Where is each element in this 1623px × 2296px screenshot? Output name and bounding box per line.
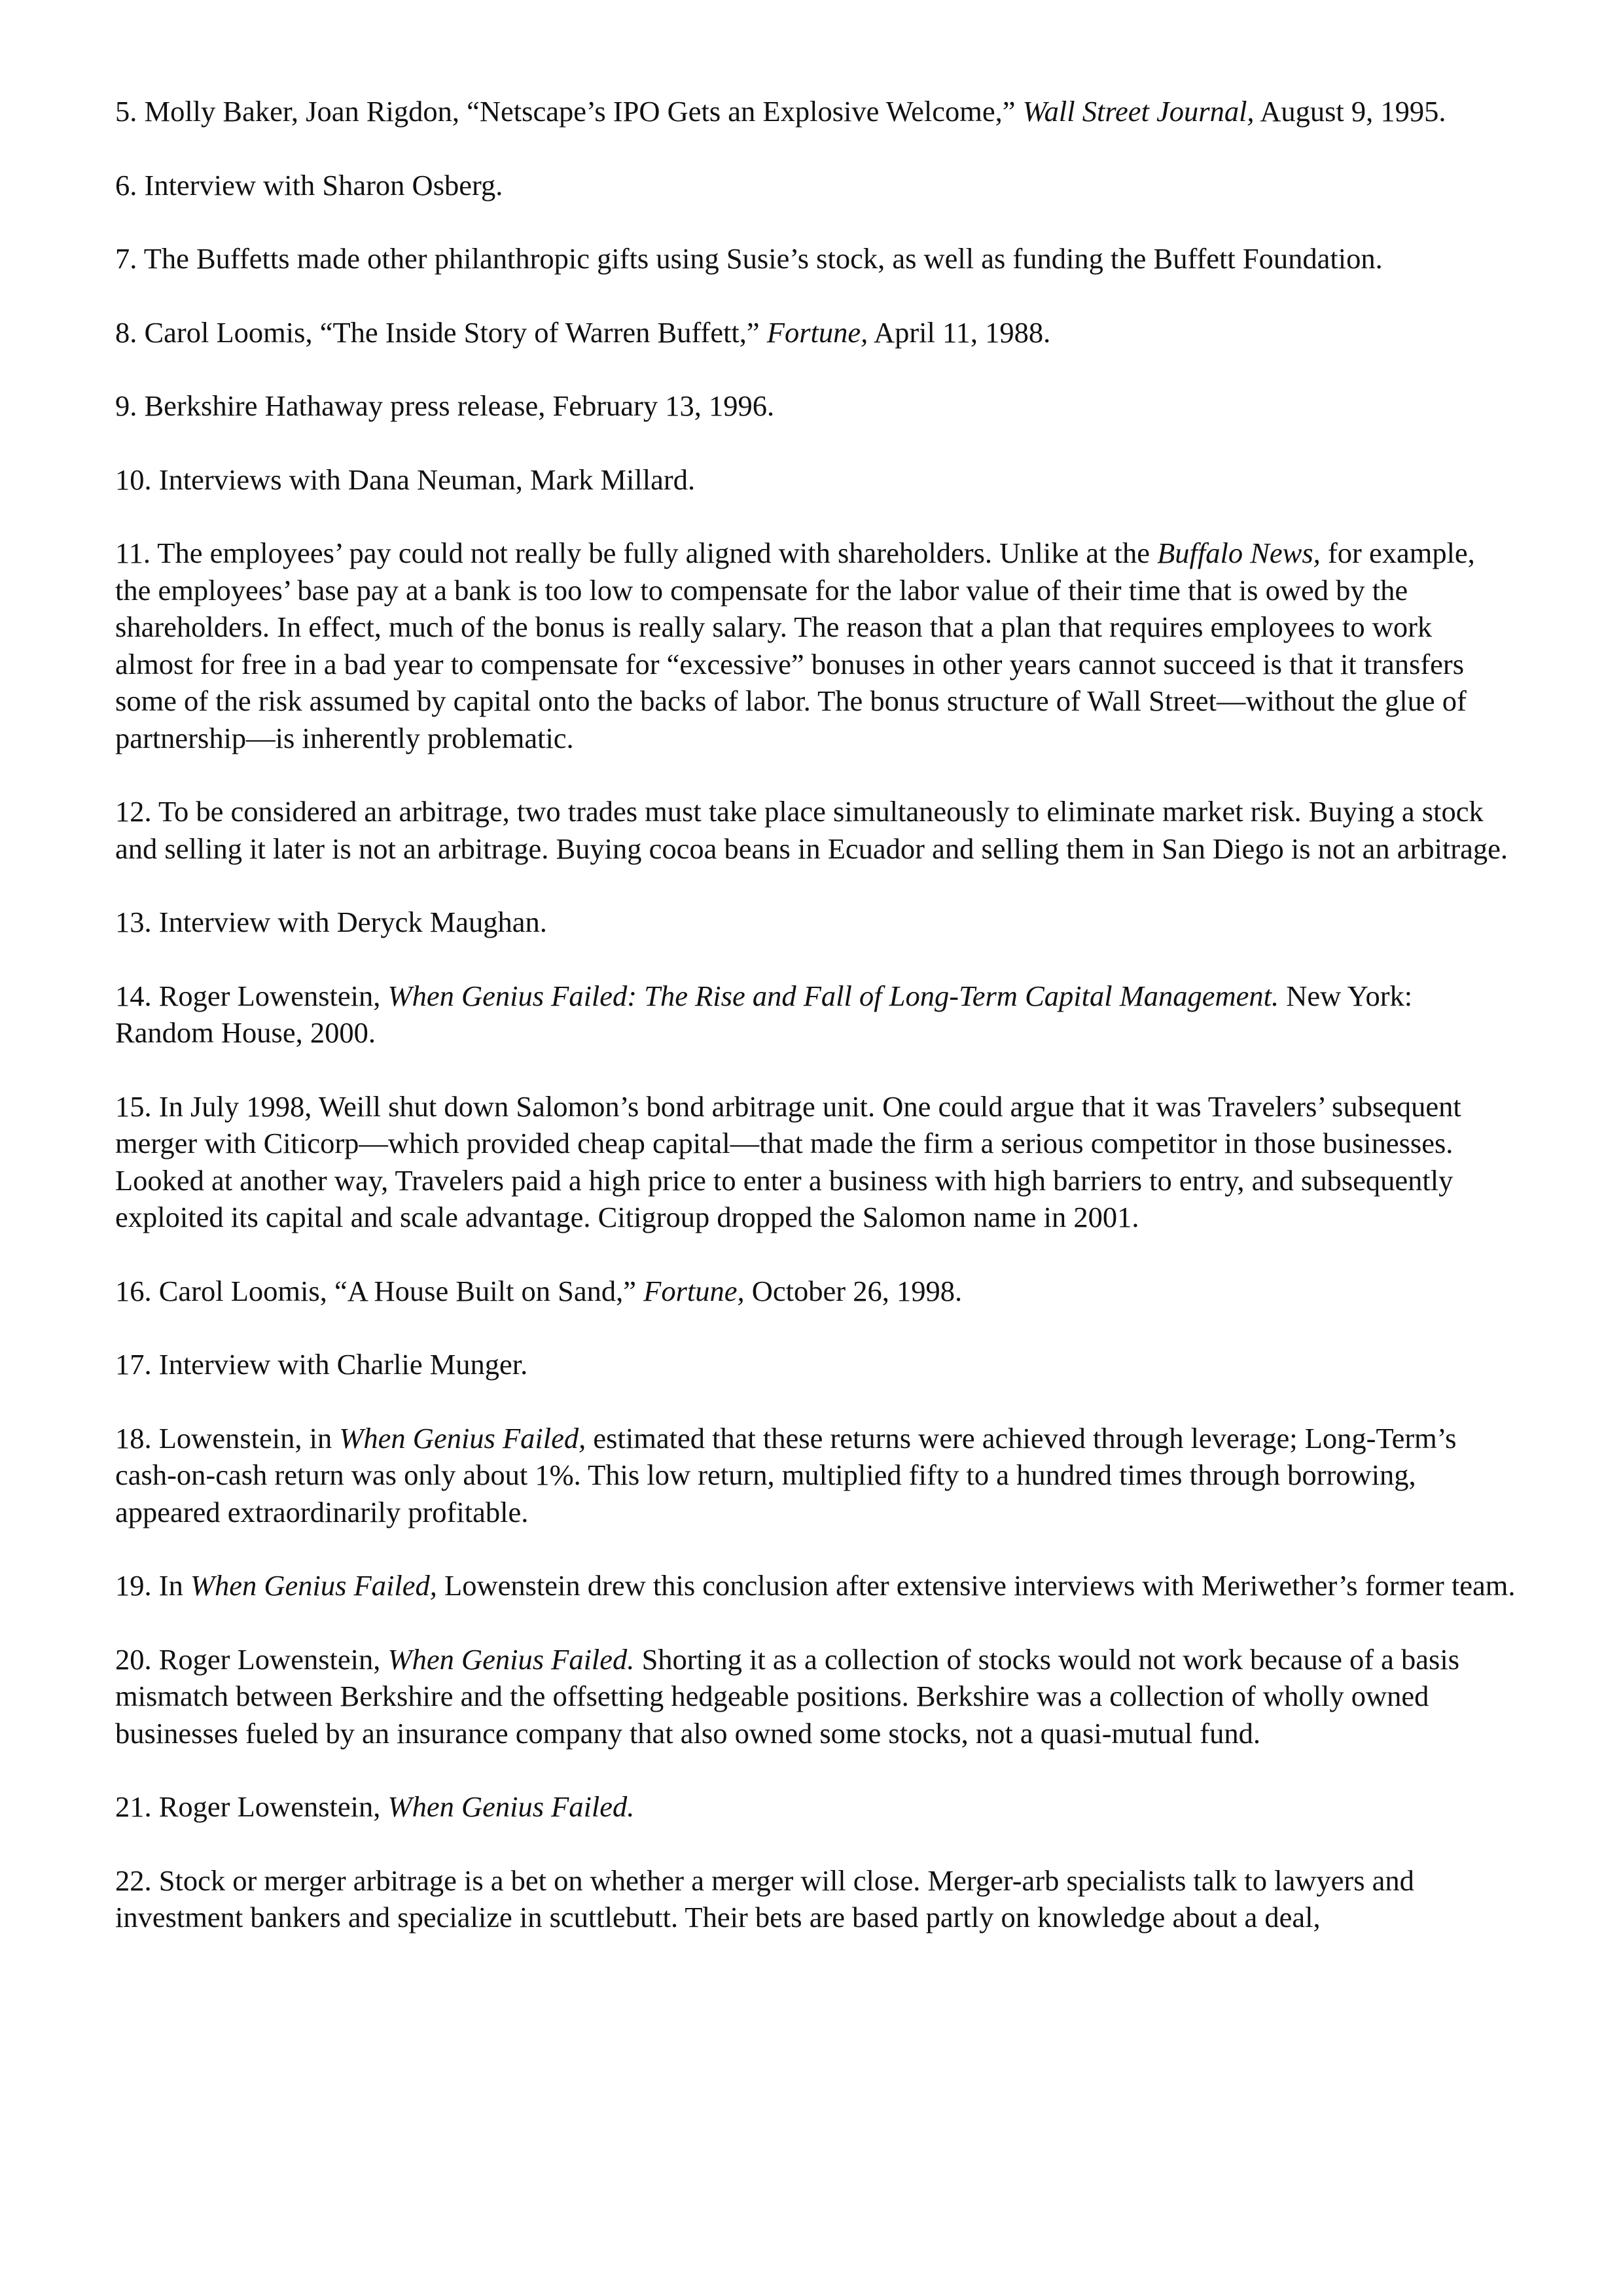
endnote-italic-title: When Genius Failed,: [339, 1421, 586, 1455]
endnote-number: 5.: [115, 95, 137, 128]
endnote-text: The Buffetts made other philanthropic gifts using Susie’s stock, as well as funding the Buffett Foundation.: [137, 242, 1383, 275]
endnote-text: estimated that these returns were achieved through leverage; Long-Term’s cash-on-cash return was only about 1%. This low return, multiplied fifty to a hundred times through borrowing, appeared extraordinarily profitable.: [115, 1421, 1457, 1528]
endnote-number: 21.: [115, 1790, 152, 1823]
endnote-text: The employees’ pay could not really be fully aligned with shareholders. Unlike at the: [150, 537, 1158, 569]
endnote-text: In July 1998, Weill shut down Salomon’s bond arbitrage unit. One could argue that it was Travelers’ subsequent merger with Citicorp—which provided cheap capital—that made the firm a serious competitor in those businesses. Looked at another way, Travelers paid a high price to enter a business with high barriers to entry, and subsequently exploited its capital and scale advantage. Citigroup dropped the Salomon name in 2001.: [115, 1089, 1461, 1233]
endnote-text: October 26, 1998.: [744, 1274, 963, 1307]
endnote-italic-title: Fortune,: [766, 315, 868, 349]
endnote-number: 18.: [115, 1421, 152, 1455]
endnote-20: [115, 1641, 1516, 1752]
endnote-text: Interviews with Dana Neuman, Mark Millard.: [151, 463, 696, 496]
endnote-number: 10.: [115, 463, 152, 496]
endnote-number: 17.: [115, 1348, 152, 1381]
endnote-text: Interview with Sharon Osberg.: [137, 168, 503, 202]
endnote-number: 8.: [115, 315, 137, 349]
endnote-text: Shorting it as a collection of stocks would not work because of a basis mismatch between Berkshire and the offsetting hedgeable positions. Berkshire was a collection of wholly owned businesses fueled by an insurance company that also owned some stocks, not a quasi-mutual fund.: [115, 1642, 1460, 1750]
endnote-text: Interview with Charlie Munger.: [151, 1348, 528, 1381]
endnote-text: New York: Random House, 2000.: [115, 979, 1413, 1049]
endnote-number: 7.: [115, 242, 137, 275]
endnote-12: [115, 793, 1516, 867]
endnote-5: [115, 93, 1516, 130]
endnote-text: August 9, 1995.: [1254, 95, 1446, 128]
endnote-17: [115, 1346, 1516, 1383]
endnote-text: Roger Lowenstein,: [151, 1642, 388, 1676]
endnote-text: To be considered an arbitrage, two trades must take place simultaneously to eliminate market risk. Buying a stock and selling it later is not an arbitrage. Buying cocoa beans in Ecuador and selling them in San Diego is not an arbitrage.: [115, 795, 1508, 865]
endnote-text: April 11, 1988.: [868, 315, 1051, 349]
endnote-text: In: [151, 1569, 190, 1602]
endnote-text: Roger Lowenstein,: [151, 979, 388, 1012]
endnote-11: [115, 535, 1516, 756]
endnote-italic-title: When Genius Failed.: [387, 1642, 635, 1676]
endnote-text: Lowenstein, in: [151, 1421, 340, 1455]
endnote-22: [115, 1862, 1516, 1936]
endnote-10: [115, 461, 1516, 499]
endnote-text: Interview with Deryck Maughan.: [151, 906, 547, 938]
endnote-number: 22.: [115, 1863, 152, 1897]
endnote-text: for example, the employees’ base pay at a bank is too low to compensate for the labor value of their time that is owed by the shareholders. In effect, much of the bonus is really salary. The reason that a plan that requires employees to work almost for free in a bad year to compensate for “excessive” bonuses in other years cannot succeed is that it transfers some of the risk assumed by capital onto the backs of labor. The bonus structure of Wall Street—without the glue of partnership—is inherently problematic.: [115, 537, 1475, 754]
endnote-16: [115, 1273, 1516, 1310]
endnote-6: [115, 167, 1516, 204]
endnote-text: Carol Loomis, “The Inside Story of Warren Buffett,”: [137, 315, 767, 349]
endnote-italic-title: Buffalo News,: [1157, 537, 1321, 569]
endnotes-list: [115, 93, 1516, 1936]
endnote-13: [115, 904, 1516, 941]
endnote-number: 14.: [115, 979, 152, 1012]
endnote-8: [115, 314, 1516, 351]
endnote-number: 15.: [115, 1089, 152, 1123]
endnote-9: [115, 387, 1516, 425]
endnote-18: [115, 1420, 1516, 1531]
endnote-14: [115, 978, 1516, 1051]
endnote-number: 11.: [115, 537, 151, 569]
endnote-number: 16.: [115, 1274, 152, 1307]
endnote-number: 20.: [115, 1642, 152, 1676]
endnote-7: [115, 240, 1516, 277]
endnote-number: 9.: [115, 389, 137, 422]
endnote-21: [115, 1788, 1516, 1826]
endnote-number: 13.: [115, 906, 152, 938]
endnote-text: Berkshire Hathaway press release, February 13, 1996.: [137, 389, 775, 422]
endnote-text: Stock or merger arbitrage is a bet on whether a merger will close. Merger-arb specialists talk to lawyers and investment bankers and specialize in scuttlebutt. Their bets are based partly on knowledge about a deal,: [115, 1863, 1414, 1934]
endnote-15: [115, 1088, 1516, 1236]
endnote-text: Carol Loomis, “A House Built on Sand,”: [151, 1274, 644, 1307]
endnote-italic-title: Wall Street Journal,: [1022, 95, 1255, 128]
endnote-number: 12.: [115, 795, 152, 828]
endnote-text: Lowenstein drew this conclusion after extensive interviews with Meriwether’s former team.: [437, 1569, 1516, 1602]
endnote-number: 19.: [115, 1569, 152, 1602]
endnote-number: 6.: [115, 168, 137, 202]
endnote-italic-title: Fortune,: [643, 1274, 745, 1307]
endnote-italic-title: When Genius Failed.: [387, 1790, 635, 1823]
endnote-text: Molly Baker, Joan Rigdon, “Netscape’s IPO Gets an Explosive Welcome,”: [137, 95, 1023, 128]
endnote-19: [115, 1567, 1516, 1604]
endnote-text: Roger Lowenstein,: [151, 1790, 388, 1823]
endnote-italic-title: When Genius Failed: The Rise and Fall of Long-Term Capital Management.: [387, 979, 1279, 1012]
endnote-italic-title: When Genius Failed,: [190, 1569, 437, 1602]
